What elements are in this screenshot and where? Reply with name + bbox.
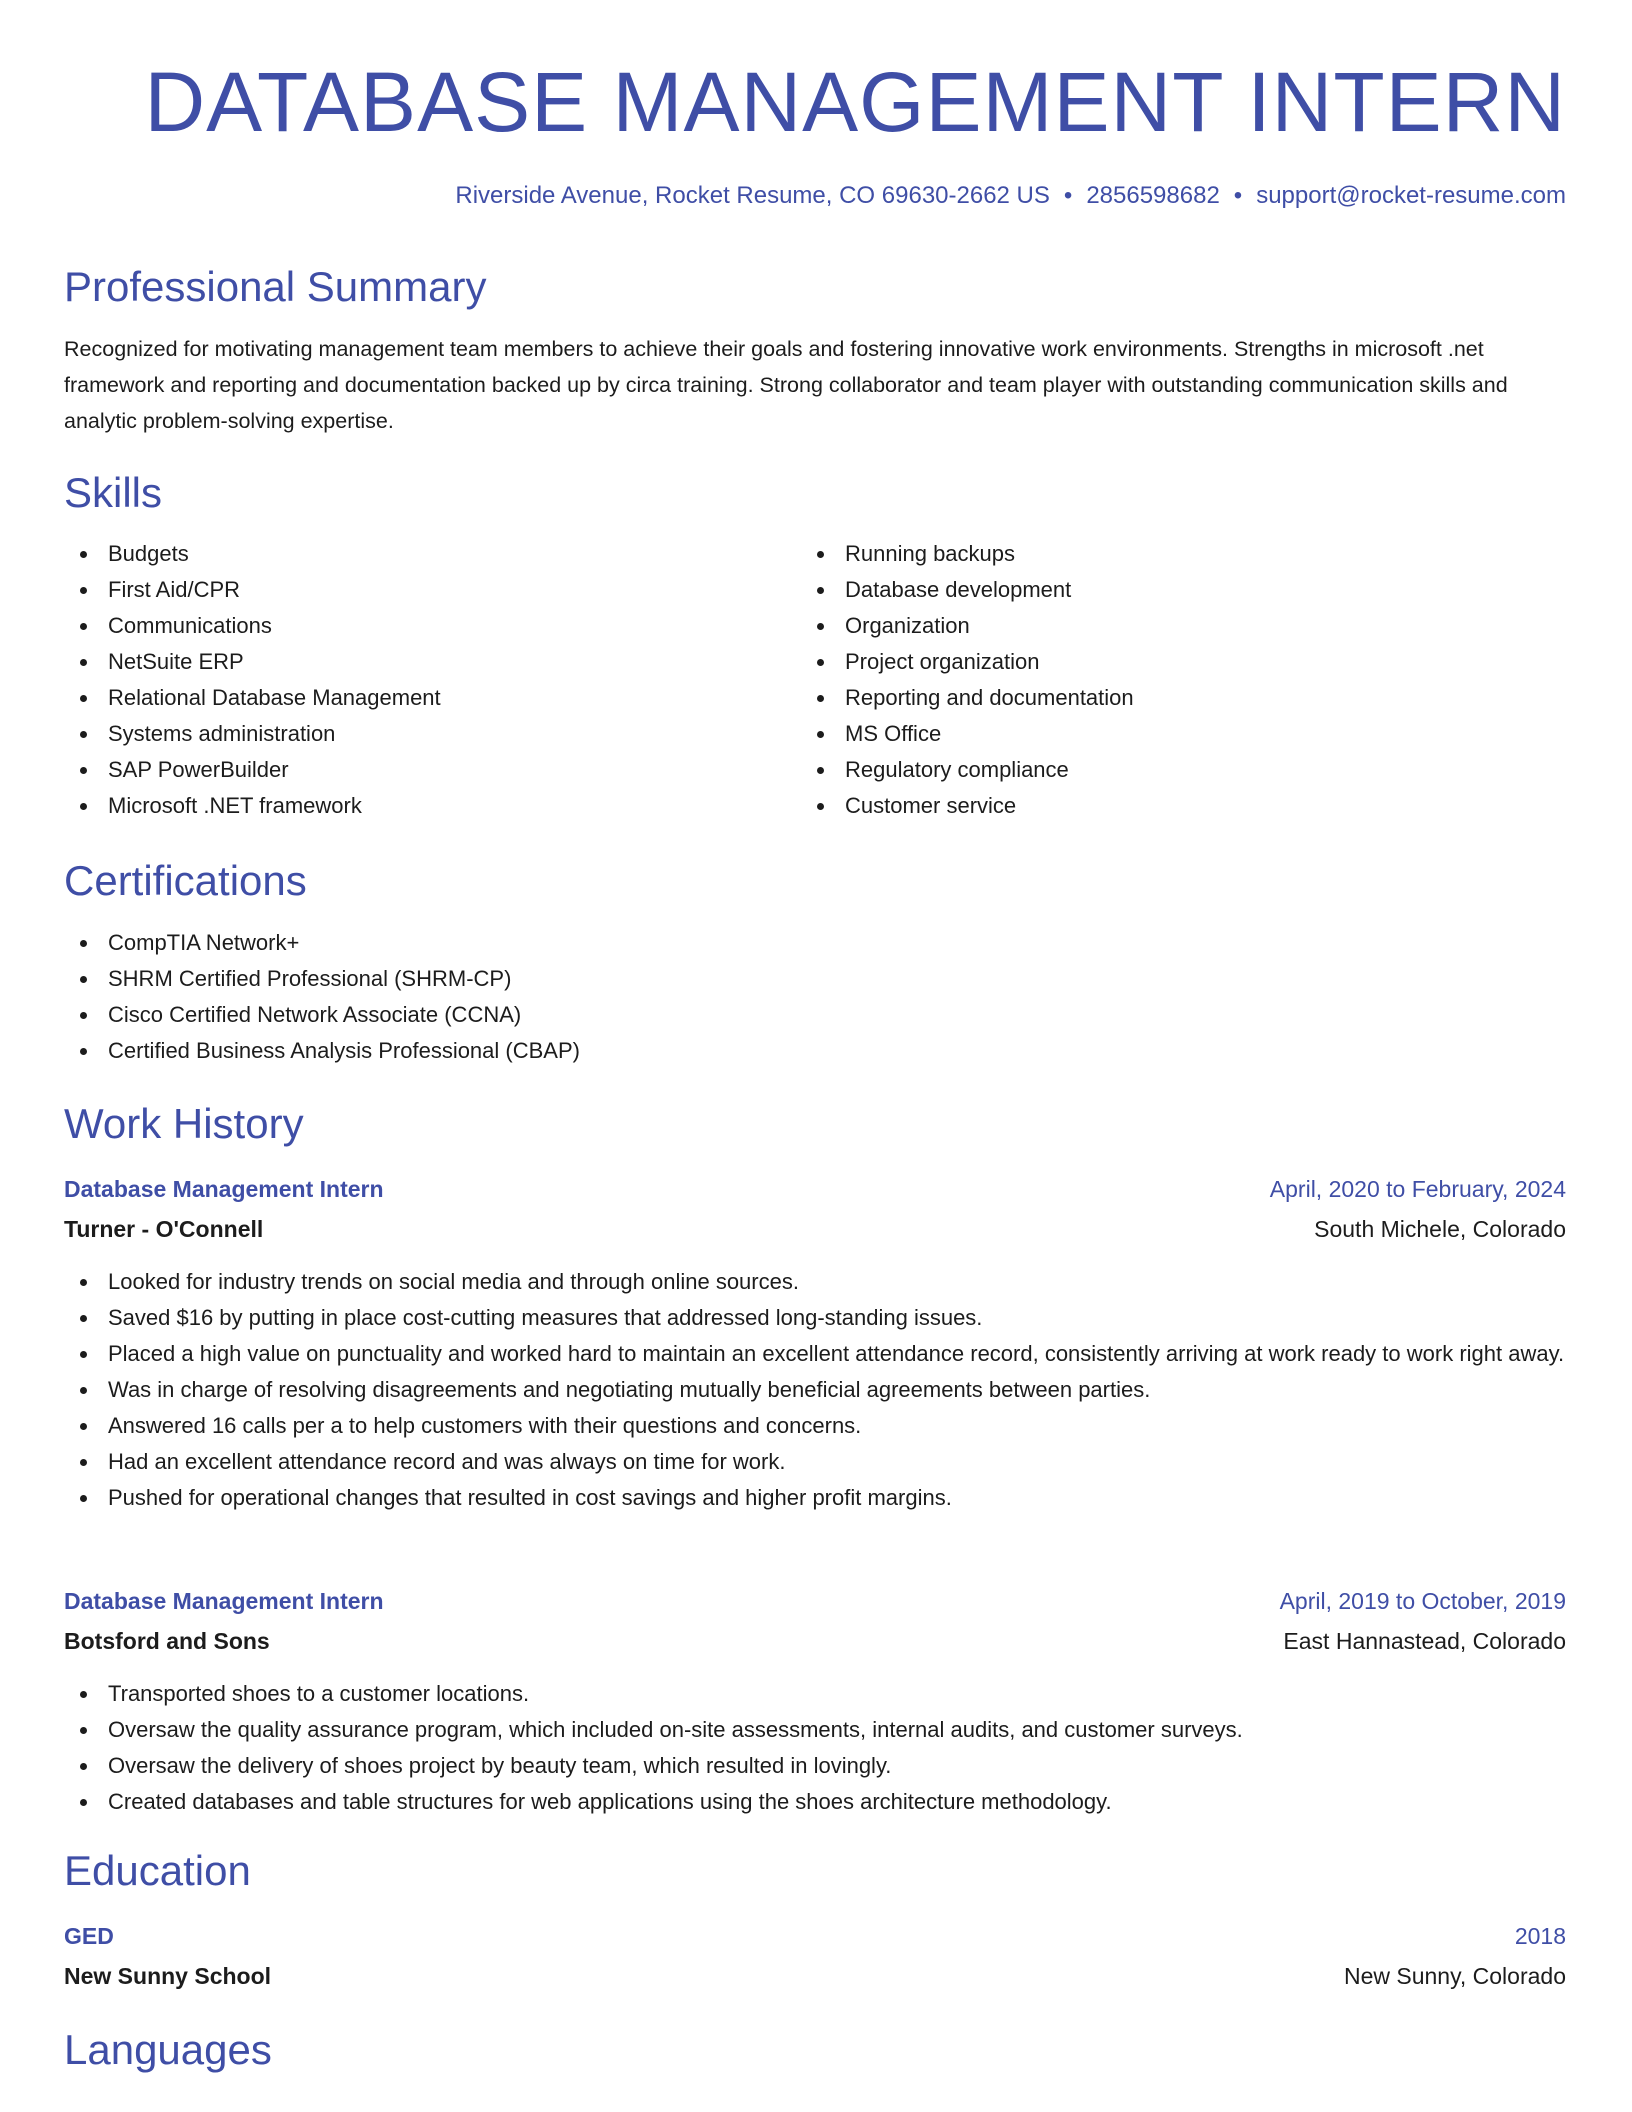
job-subheader <box>64 1211 1566 1247</box>
skill-item: Organization <box>801 608 1521 644</box>
job-bullet: Placed a high value on punctuality and worked hard to maintain an excellent attendance record, consistently arriving at work ready to work right away. <box>64 1336 1566 1372</box>
job-bullet: Oversaw the delivery of shoes project by beauty team, which resulted in lovingly. <box>64 1748 1566 1784</box>
job-header <box>64 1171 1566 1207</box>
skill-item: Budgets <box>64 536 784 572</box>
certification-item: Certified Business Analysis Professional (CBAP) <box>64 1033 1464 1069</box>
job-bullets <box>64 1676 1566 1820</box>
education-heading: Education <box>64 1847 251 1894</box>
skill-item: MS Office <box>801 716 1521 752</box>
summary-text: Recognized for motivating management team members to achieve their goals and fostering innovative work environments. Strengths in microsoft .net framework and reporting and documentation backed up by circa training. Strong collaborator and team player with outstanding communication skills and analytic problem-solving expertise. <box>64 337 1508 433</box>
skills-heading: Skills <box>64 469 163 516</box>
job-bullet: Transported shoes to a customer locations. <box>64 1676 1566 1712</box>
job-bullet: Had an excellent attendance record and was always on time for work. <box>64 1444 1566 1480</box>
skill-item: Customer service <box>801 788 1521 824</box>
job-title: Database Management Intern <box>64 1588 384 1614</box>
summary-heading: Professional Summary <box>64 263 487 310</box>
job-company: Turner - O'Connell <box>64 1216 264 1242</box>
job-bullets <box>64 1264 1566 1516</box>
job-dates: April, 2019 to October, 2019 <box>1279 1588 1566 1614</box>
skill-item: Database development <box>801 572 1521 608</box>
skill-item: Relational Database Management <box>64 680 784 716</box>
skill-item: Running backups <box>801 536 1521 572</box>
skill-item: NetSuite ERP <box>64 644 784 680</box>
work-history-heading: Work History <box>64 1100 304 1147</box>
job-header <box>64 1583 1566 1619</box>
education-school: New Sunny School <box>64 1963 272 1989</box>
job-location: East Hannastead, Colorado <box>1283 1628 1566 1654</box>
skill-item: Communications <box>64 608 784 644</box>
contact-email[interactable]: support@rocket-resume.com <box>1256 182 1566 209</box>
certifications-list <box>64 925 1464 1069</box>
contact-phone[interactable]: 2856598682 <box>1086 182 1220 209</box>
education-degree: GED <box>64 1923 114 1949</box>
education-subheader <box>64 1958 1566 1994</box>
job-bullet: Created databases and table structures for web applications using the shoes architecture methodology. <box>64 1784 1566 1820</box>
contact-separator: • <box>1233 182 1243 209</box>
job-bullet: Saved $16 by putting in place cost-cutting measures that addressed long-standing issues. <box>64 1300 1566 1336</box>
languages-heading: Languages <box>64 2026 272 2073</box>
education-location: New Sunny, Colorado <box>1343 1963 1566 1989</box>
resume-page <box>64 0 1566 2112</box>
job-bullet: Looked for industry trends on social media and through online sources. <box>64 1264 1566 1300</box>
skills-list-right <box>801 536 1521 824</box>
job-bullet: Oversaw the quality assurance program, which included on-site assessments, internal audits, and customer surveys. <box>64 1712 1566 1748</box>
skill-item: First Aid/CPR <box>64 572 784 608</box>
skill-item: Project organization <box>801 644 1521 680</box>
skill-item: Systems administration <box>64 716 784 752</box>
job-title: Database Management Intern <box>64 1176 384 1202</box>
skill-item: Microsoft .NET framework <box>64 788 784 824</box>
contact-separator: • <box>1063 182 1073 209</box>
job-bullet: Was in charge of resolving disagreements and negotiating mutually beneficial agreements between parties. <box>64 1372 1566 1408</box>
job-dates: April, 2020 to February, 2024 <box>1269 1176 1566 1202</box>
skill-item: Regulatory compliance <box>801 752 1521 788</box>
job-location: South Michele, Colorado <box>1314 1216 1566 1242</box>
contact-address: Riverside Avenue, Rocket Resume, CO 69630-2662 US <box>455 182 1050 209</box>
education-header <box>64 1918 1566 1954</box>
job-subheader <box>64 1623 1566 1659</box>
resume-title: DATABASE MANAGEMENT INTERN <box>144 55 1566 149</box>
contact-line <box>455 180 1566 212</box>
certification-item: SHRM Certified Professional (SHRM-CP) <box>64 961 1464 997</box>
job-bullet: Answered 16 calls per a to help customers with their questions and concerns. <box>64 1408 1566 1444</box>
certification-item: CompTIA Network+ <box>64 925 1464 961</box>
skill-item: SAP PowerBuilder <box>64 752 784 788</box>
education-year: 2018 <box>1514 1923 1566 1949</box>
certifications-heading: Certifications <box>64 857 307 904</box>
skill-item: Reporting and documentation <box>801 680 1521 716</box>
certification-item: Cisco Certified Network Associate (CCNA) <box>64 997 1464 1033</box>
job-company: Botsford and Sons <box>64 1628 270 1654</box>
job-bullet: Pushed for operational changes that resulted in cost savings and higher profit margins. <box>64 1480 1566 1516</box>
skills-list-left <box>64 536 784 824</box>
